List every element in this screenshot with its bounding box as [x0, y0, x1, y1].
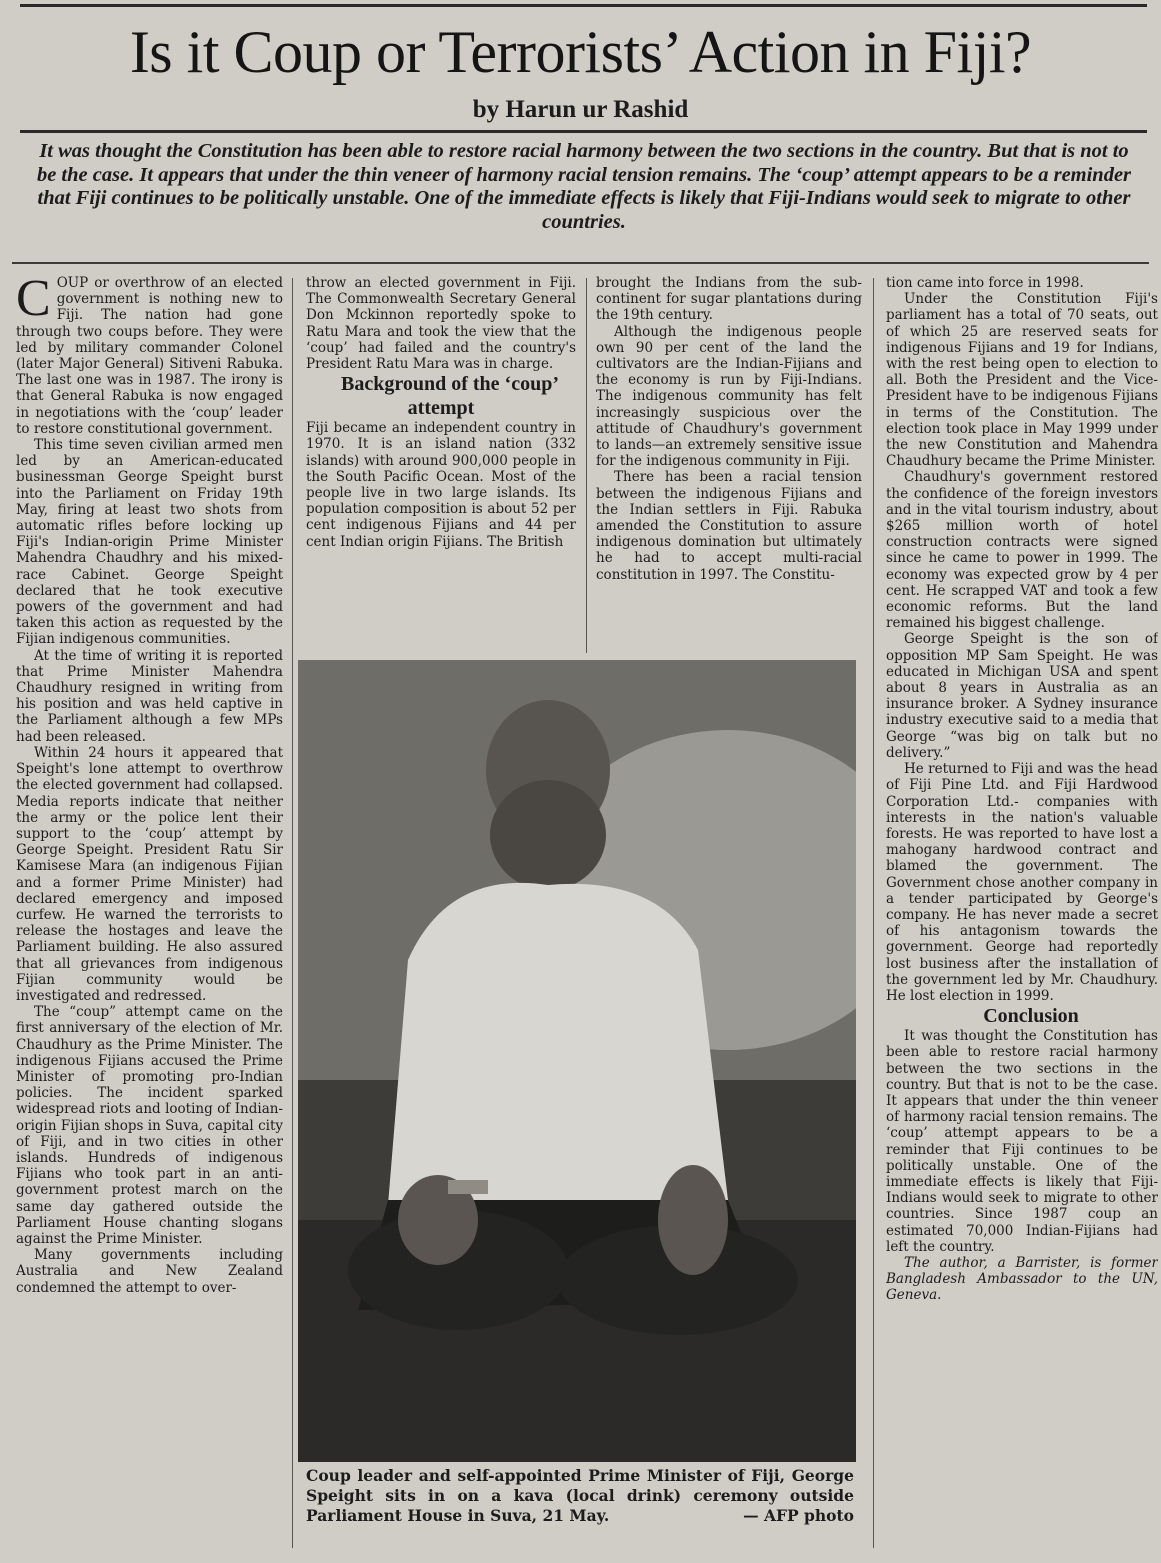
paragraph: Although the indigenous people own 90 per cent of the land the cultivators are the Indian-Fijians and the economy is run by Fiji-Indians. The indigenous community has felt increasingly suspicious over the attitude of Chaudhury's government to lands—an extremely sensitive issue for the indigenous community in Fiji. — [596, 323, 862, 470]
paragraph: The “coup” attempt came on the first anniversary of the election of Mr. Chaudhury as the Prime Minister. The indigenous Fijians accused the Prime Minister of promoting pro-Indian policies. The incident sparked widespread riots and looting of Indian-origin Fijian shops in Suva, capital city of Fiji, and in two cities in other islands. Hundreds of indigenous Fijians who took part in an anti-government protest march on the same day gathered outside the Parliament House chanting slogans against the Prime Minister. — [16, 1004, 283, 1247]
top-rule — [20, 4, 1147, 7]
standfirst: It was thought the Constitution has been able to restore racial harmony between the two sections in the country. But that is not to be the case. It appears that under the thin veneer of harmony racial tension remains. The ‘coup’ attempt appears to be a reminder that Fiji continues to be politically unstable. One of the immediate effects is likely that Fiji-Indians would seek to migrate to other countries. — [36, 140, 1132, 233]
column-3 — [596, 275, 862, 655]
paragraph-text: OUP or overthrow of an elected government is nothing new to Fiji. The nation had gone through two coups before. They were led by military commander Colonel (later Major General) Sitiveni Rabuka. The last one was in 1987. The irony is that General Rabuka is now engaged in negotiations with the ‘coup’ leader to restore constitutional government. — [16, 275, 283, 437]
author-note: The author, a Barrister, is former Bangladesh Ambassador to the UN, Geneva. — [886, 1254, 1158, 1304]
column-divider — [292, 278, 293, 1548]
column-divider — [873, 278, 874, 1548]
subhead-background: Background of the ‘coup’ attempt — [341, 373, 559, 420]
paragraph: Fiji became an independent country in 1970. It is an island nation (332 islands) with around 900,000 people in the South Pacific Ocean. Most of the people live in two large islands. Its population composition is about 52 per cent indigenous Fijians and 44 per cent Indian origin Fijians. The British — [306, 420, 576, 550]
standfirst-rule — [12, 262, 1149, 264]
news-photo — [298, 660, 856, 1462]
photo-caption — [306, 1466, 854, 1526]
column-2 — [306, 275, 576, 655]
column-4 — [886, 275, 1158, 1550]
photo-credit: — AFP photo — [743, 1506, 854, 1525]
paragraph: It was thought the Constitution has been able to restore racial harmony between the two sections in the country. But that is not to be the case. It appears that under the thin veneer of harmony racial tension remains. The ‘coup’ attempt appears to be a reminder that Fiji continues to be politically unstable. One of the immediate effects is likely that Fiji-Indians would seek to migrate to other countries. Since 1987 coup an estimated 70,000 Indian-Fijians had left the country. — [886, 1028, 1158, 1255]
lead-paragraph — [16, 275, 283, 437]
column-1 — [16, 275, 283, 1550]
paragraph: Under the Constitution Fiji's parliament has a total of 70 seats, out of which 25 are reserved seats for indigenous Fijians and 19 for Indians, with the rest being open to election to all. Both the President and the Vice-President have to be indigenous Fijians in terms of the Constitution. The election took place in May 1999 under the new Constitution and Mahendra Chaudhury became the Prime Minister. — [886, 291, 1158, 470]
paragraph: Many governments including Australia and New Zealand condemned the attempt to over- — [16, 1247, 283, 1296]
paragraph: Within 24 hours it appeared that Speight's lone attempt to overthrow the elected government had collapsed. Media reports indicate that neither the army or the police lent their support to the ‘coup’ attempt by George Speight. President Ratu Sir Kamisese Mara (an indigenous Fijian and a former Prime Minister) had declared emergency and imposed curfew. He warned the terrorists to release the hostages and leave the Parliament building. He also assured that all grievances from indigenous Fijian community would be investigated and redressed. — [16, 744, 283, 1004]
paragraph: This time seven civilian armed men led by an American-educated businessman George Speight burst into the Parliament on Friday 19th May, firing at least two shots from automatic rifles before locking up Fiji's Indian-origin Prime Minister Mahendra Chaudhry and his mixed-race Cabinet. George Speight declared that he took executive powers of the government and had taken this action as requested by the Fijian indigenous communities. — [16, 437, 283, 648]
caption-text: Coup leader and self-appointed Prime Minister of Fiji, George Speight sits in on a kava (local drink) ceremony outside Parliament House in Suva, 21 May. — [306, 1466, 854, 1525]
byline-rule — [20, 130, 1147, 133]
paragraph: He returned to Fiji and was the head of Fiji Pine Ltd. and Fiji Hardwood Corporation Ltd.- companies with interests in the nation's valuable forests. He was reported to have lost a mahogany hardwood contract and blamed the government. The Government chose another company in a tender participated by George's company. He has never made a secret of his antagonism towards the government. George had reportedly lost business after the installation of the government led by Mr. Chaudhury. He lost election in 1999. — [886, 761, 1158, 1004]
byline: by Harun ur Rashid — [472, 96, 689, 123]
drop-cap: C — [16, 275, 51, 327]
paragraph: tion came into force in 1998. — [886, 275, 1084, 291]
paragraph: There has been a racial tension between the indigenous Fijians and the Indian settlers in Fiji. Rabuka amended the Constitution to assure indigenous domination but ultimately he had to accept multi-racial constitution in 1997. The Constitu- — [596, 469, 862, 583]
paragraph: At the time of writing it is reported that Prime Minister Mahendra Chaudhury resigned in writing from his position and was held captive in the Parliament although a few MPs had been released. — [16, 647, 283, 745]
paragraph: throw an elected government in Fiji. The Commonwealth Secretary General Don Mckinnon reportedly spoke to Ratu Mara and took the view that the ‘coup’ had failed and the country's President Ratu Mara was in charge. — [306, 275, 576, 373]
paragraph: Chaudhury's government restored the confidence of the foreign investors and in the vital tourism industry, about $265 million worth of hotel construction contracts were signed since he came to power in 1999. The economy was expected grow by 4 per cent. He scrapped VAT and took a few economic reforms. But the land remained his biggest challenge. — [886, 469, 1158, 632]
paragraph: brought the Indians from the sub-continent for sugar plantations during the 19th century. — [596, 275, 862, 324]
photo-illustration — [298, 660, 856, 1462]
subhead-conclusion: Conclusion — [983, 1005, 1079, 1028]
headline: Is it Coup or Terrorists’ Action in Fiji? — [129, 19, 1032, 85]
column-divider — [586, 278, 587, 653]
paragraph: George Speight is the son of opposition MP Sam Speight. He was educated in Michigan USA and spent about 8 years in Australia as an insurance broker. A Sydney insurance industry executive said to a media that George “was big on talk but no delivery.” — [886, 631, 1158, 761]
